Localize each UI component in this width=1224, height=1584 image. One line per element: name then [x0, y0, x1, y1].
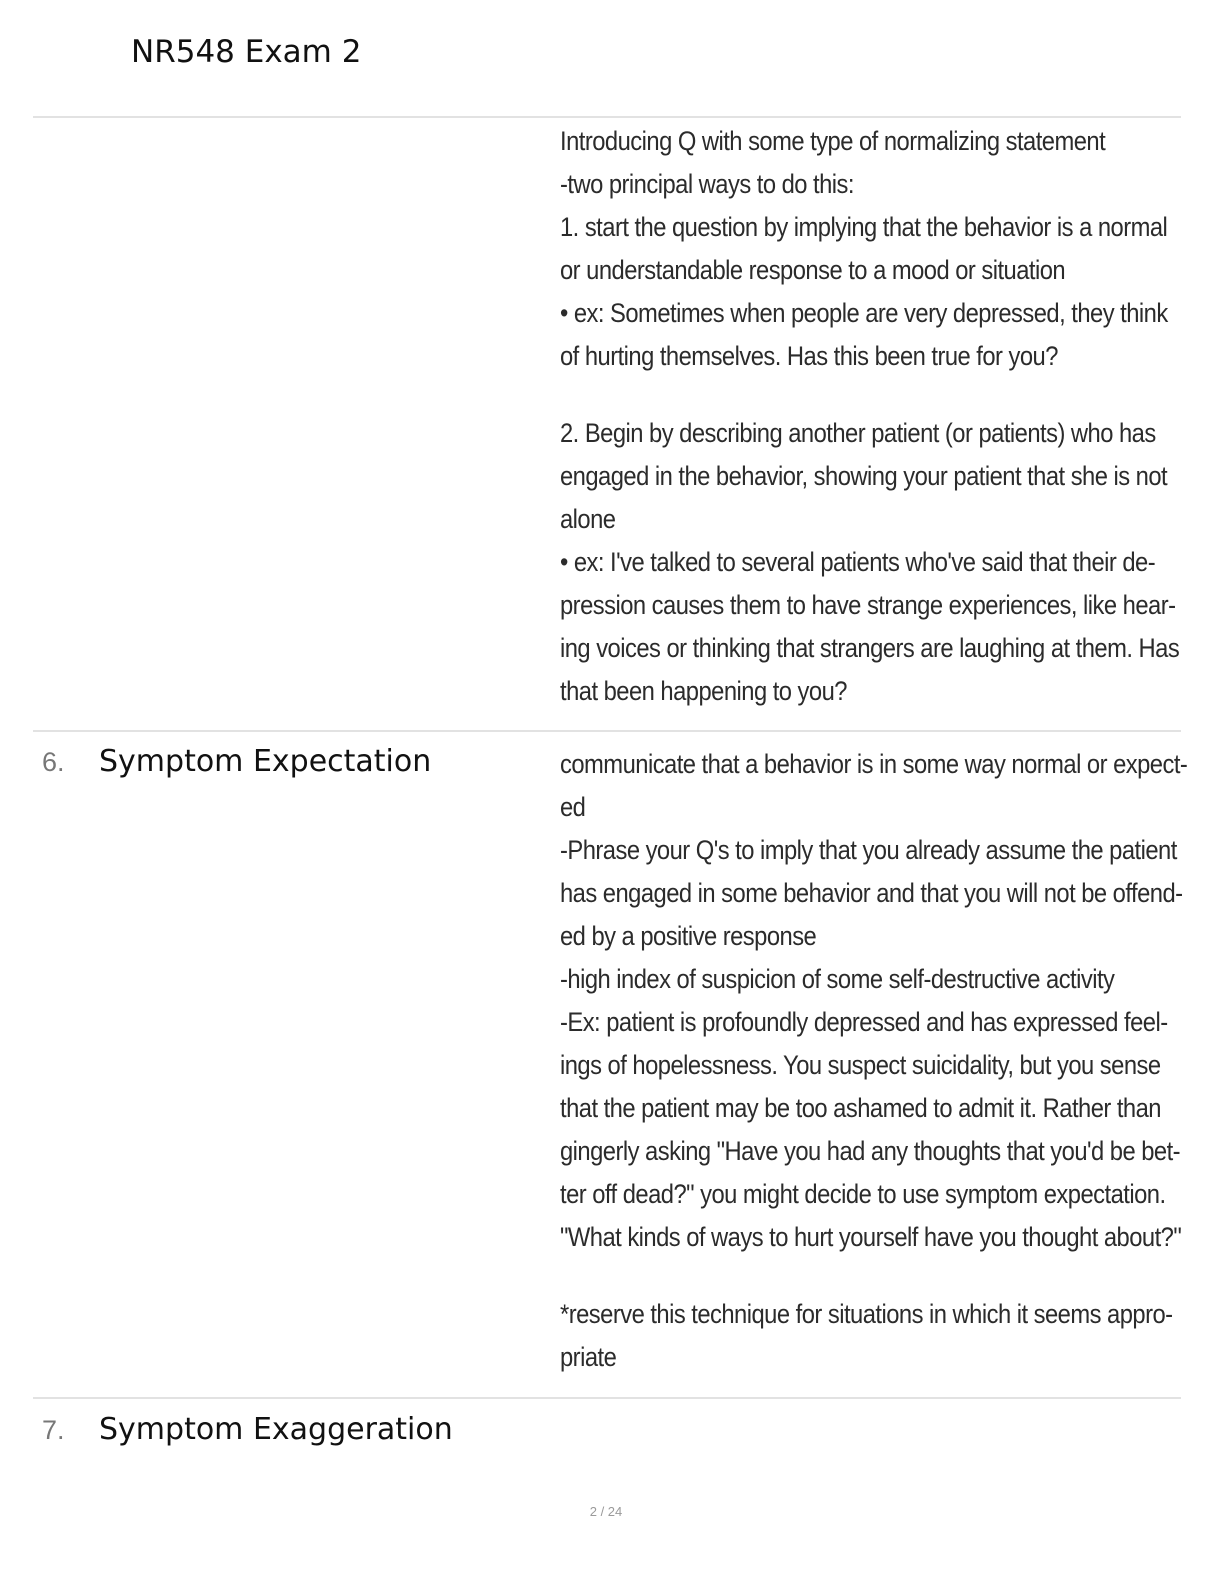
definition-line: priate: [560, 1342, 617, 1372]
definition-line: -two principal ways to do this:: [560, 169, 854, 199]
card-number: 7.: [42, 1415, 65, 1445]
definition-line: -high index of suspicion of some self-destructive activity: [560, 964, 1115, 994]
definition-line: that the patient may be too ashamed to admit it. Rather than: [560, 1093, 1161, 1123]
definition-line: gingerly asking "Have you had any thoughts that you'd be bet-: [560, 1136, 1181, 1166]
page-indicator: 2 / 24: [589, 1504, 623, 1519]
definition-line: ed: [560, 792, 586, 822]
definition-line: engaged in the behavior, showing your patient that she is not: [560, 461, 1168, 491]
definition-line: ing voices or thinking that strangers are laughing at them. Has: [560, 633, 1180, 663]
definition-line: "What kinds of ways to hurt yourself have you thought about?": [560, 1222, 1182, 1252]
definition-line: 1. start the question by implying that the behavior is a normal: [560, 212, 1168, 242]
definition-line: that been happening to you?: [560, 676, 847, 706]
definition-line: ed by a positive response: [560, 921, 817, 951]
definition-line: has engaged in some behavior and that you will not be offend-: [560, 878, 1183, 908]
card-divider: [33, 730, 1181, 732]
card-number: 6.: [42, 747, 65, 777]
definition-line: ter off dead?" you might decide to use symptom expectation.: [560, 1179, 1166, 1209]
definition-line: 2. Begin by describing another patient (or patients) who has: [560, 418, 1156, 448]
definition-line: -Phrase your Q's to imply that you already assume the patient: [560, 835, 1177, 865]
document-title: NR548 Exam 2: [131, 34, 362, 70]
definition-line: ings of hopelessness. You suspect suicidality, but you sense: [560, 1050, 1161, 1080]
card-divider: [33, 116, 1181, 118]
definition-line: • ex: I've talked to several patients who've said that their de-: [560, 547, 1156, 577]
definition-line: pression causes them to have strange experiences, like hear-: [560, 590, 1176, 620]
definition-line: communicate that a behavior is in some way normal or expect-: [560, 749, 1188, 779]
card-definition: [560, 120, 1180, 713]
definition-line: -Ex: patient is profoundly depressed and has expressed feel-: [560, 1007, 1168, 1037]
definition-line: of hurting themselves. Has this been true for you?: [560, 341, 1058, 371]
card-term: Symptom Exaggeration: [99, 1412, 453, 1447]
definition-line: Introducing Q with some type of normalizing statement: [560, 126, 1106, 156]
definition-line: • ex: Sometimes when people are very depressed, they think: [560, 298, 1168, 328]
definition-line: alone: [560, 504, 616, 534]
card-definition: [560, 743, 1188, 1379]
card-divider: [33, 1397, 1181, 1399]
definition-line: *reserve this technique for situations in which it seems appro-: [560, 1299, 1173, 1329]
definition-line: or understandable response to a mood or situation: [560, 255, 1066, 285]
card-term: Symptom Expectation: [99, 744, 432, 779]
